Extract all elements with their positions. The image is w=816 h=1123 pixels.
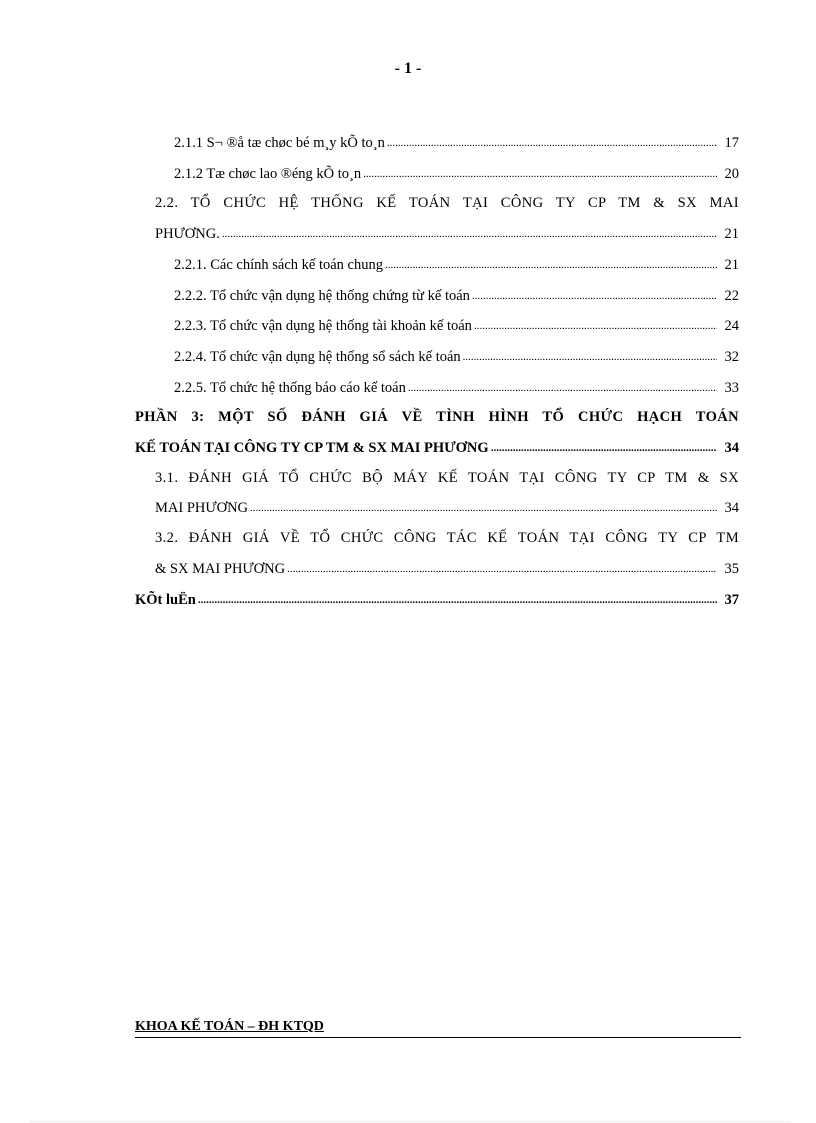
- toc-leader-dots: [363, 159, 717, 190]
- toc-page-number: 21: [724, 256, 739, 273]
- toc-leader-dots: [491, 433, 717, 464]
- page-number: - 1 -: [394, 60, 422, 77]
- toc-leader-dots: [463, 342, 717, 373]
- toc-entry-title-line1: PHẦN 3: MỘT SỐ ĐÁNH GIÁ VỀ TÌNH HÌNH TỔ CHỨC HẠCH TOÁN: [135, 409, 739, 426]
- toc-page-number: 22: [724, 287, 739, 304]
- toc-page-number: 17: [724, 135, 739, 151]
- toc-leader-dots: [472, 281, 717, 312]
- toc-entry-title-line2: & SX MAI PHƯƠNG: [155, 560, 286, 577]
- toc-entry-title-line2: PHƯƠNG.: [155, 226, 220, 243]
- toc-entry-title-line1: 3.1. ĐÁNH GIÁ TỔ CHỨC BỘ MÁY KẾ TOÁN TẠI CÔNG TY CP TM & SX: [155, 469, 739, 486]
- toc-entry-title-line1: 3.2. ĐÁNH GIÁ VỀ TỔ CHỨC CÔNG TÁC KẾ TOÁN TẠI CÔNG TY CP TM: [155, 530, 739, 547]
- toc-page-number: 20: [724, 165, 739, 182]
- toc-page-number: 33: [724, 379, 739, 396]
- toc-entry-ket-luan[interactable]: [135, 585, 739, 616]
- toc-leader-dots: [198, 585, 717, 616]
- toc-leader-dots: [408, 373, 717, 404]
- toc-entry-title: 2.2.3. Tổ chức vận dụng hệ thống tài khoản kế toán: [174, 318, 472, 335]
- toc-entry-title: 2.2.1. Các chính sách kế toán chung: [174, 256, 383, 273]
- toc-entry-title: 2.2.5. Tổ chức hệ thống báo cáo kế toán: [174, 379, 406, 396]
- toc-entry-2-1-2[interactable]: [135, 159, 739, 190]
- toc-entry-2-2[interactable]: [135, 189, 739, 249]
- toc-entry-2-2-2[interactable]: [135, 281, 739, 312]
- toc-entry-2-2-5[interactable]: [135, 373, 739, 404]
- toc-entry-title-line1: 2.2. TỔ CHỨC HỆ THỐNG KẾ TOÁN TẠI CÔNG TY CP TM & SX MAI: [155, 195, 739, 212]
- toc-entry-2-2-1[interactable]: [135, 250, 739, 281]
- toc-page-number: 24: [724, 318, 739, 335]
- toc-page-number: 35: [724, 560, 739, 577]
- toc-leader-dots: [474, 311, 717, 342]
- toc-leader-dots: [222, 219, 717, 250]
- toc-entry-2-2-4[interactable]: [135, 342, 739, 373]
- toc-entry-title: 2.2.2. Tổ chức vận dụng hệ thống chứng từ kế toán: [174, 287, 470, 304]
- toc-page-number: 34: [724, 440, 739, 457]
- table-of-contents: [135, 128, 739, 615]
- toc-page-number: 32: [724, 348, 739, 365]
- toc-leader-dots: [385, 250, 717, 281]
- toc-entry-title: 2.1.1 S¬ ®å tæ chøc bé m¸y kÕ to¸n: [174, 135, 385, 151]
- toc-leader-dots: [287, 554, 717, 585]
- toc-entry-title: 2.2.4. Tổ chức vận dụng hệ thống sổ sách kế toán: [174, 348, 461, 365]
- page-footer: [135, 1019, 741, 1038]
- footer-text: KHOA KẾ TOÁN – ĐH KTQD: [135, 1019, 324, 1034]
- toc-leader-dots: [387, 128, 717, 159]
- toc-page-number: 34: [724, 500, 739, 517]
- toc-page-number: 21: [724, 226, 739, 243]
- toc-entry-2-1-1[interactable]: [135, 128, 739, 159]
- toc-entry-2-2-3[interactable]: [135, 311, 739, 342]
- toc-leader-dots: [250, 493, 717, 524]
- page-edge-divider: [30, 1121, 790, 1122]
- toc-entry-title-line2: KẾ TOÁN TẠI CÔNG TY CP TM & SX MAI PHƯƠNG: [135, 440, 489, 457]
- toc-entry-title: 2.1.2 Tæ chøc lao ®éng kÕ to¸n: [174, 165, 362, 182]
- toc-entry-phan-3[interactable]: [135, 403, 739, 463]
- toc-entry-3-1[interactable]: [135, 464, 739, 524]
- toc-page-number: 37: [724, 591, 739, 608]
- toc-entry-3-2[interactable]: [135, 524, 739, 584]
- toc-entry-title-line2: MAI PHƯƠNG: [155, 500, 249, 517]
- toc-entry-title: KÕt luËn: [135, 591, 196, 608]
